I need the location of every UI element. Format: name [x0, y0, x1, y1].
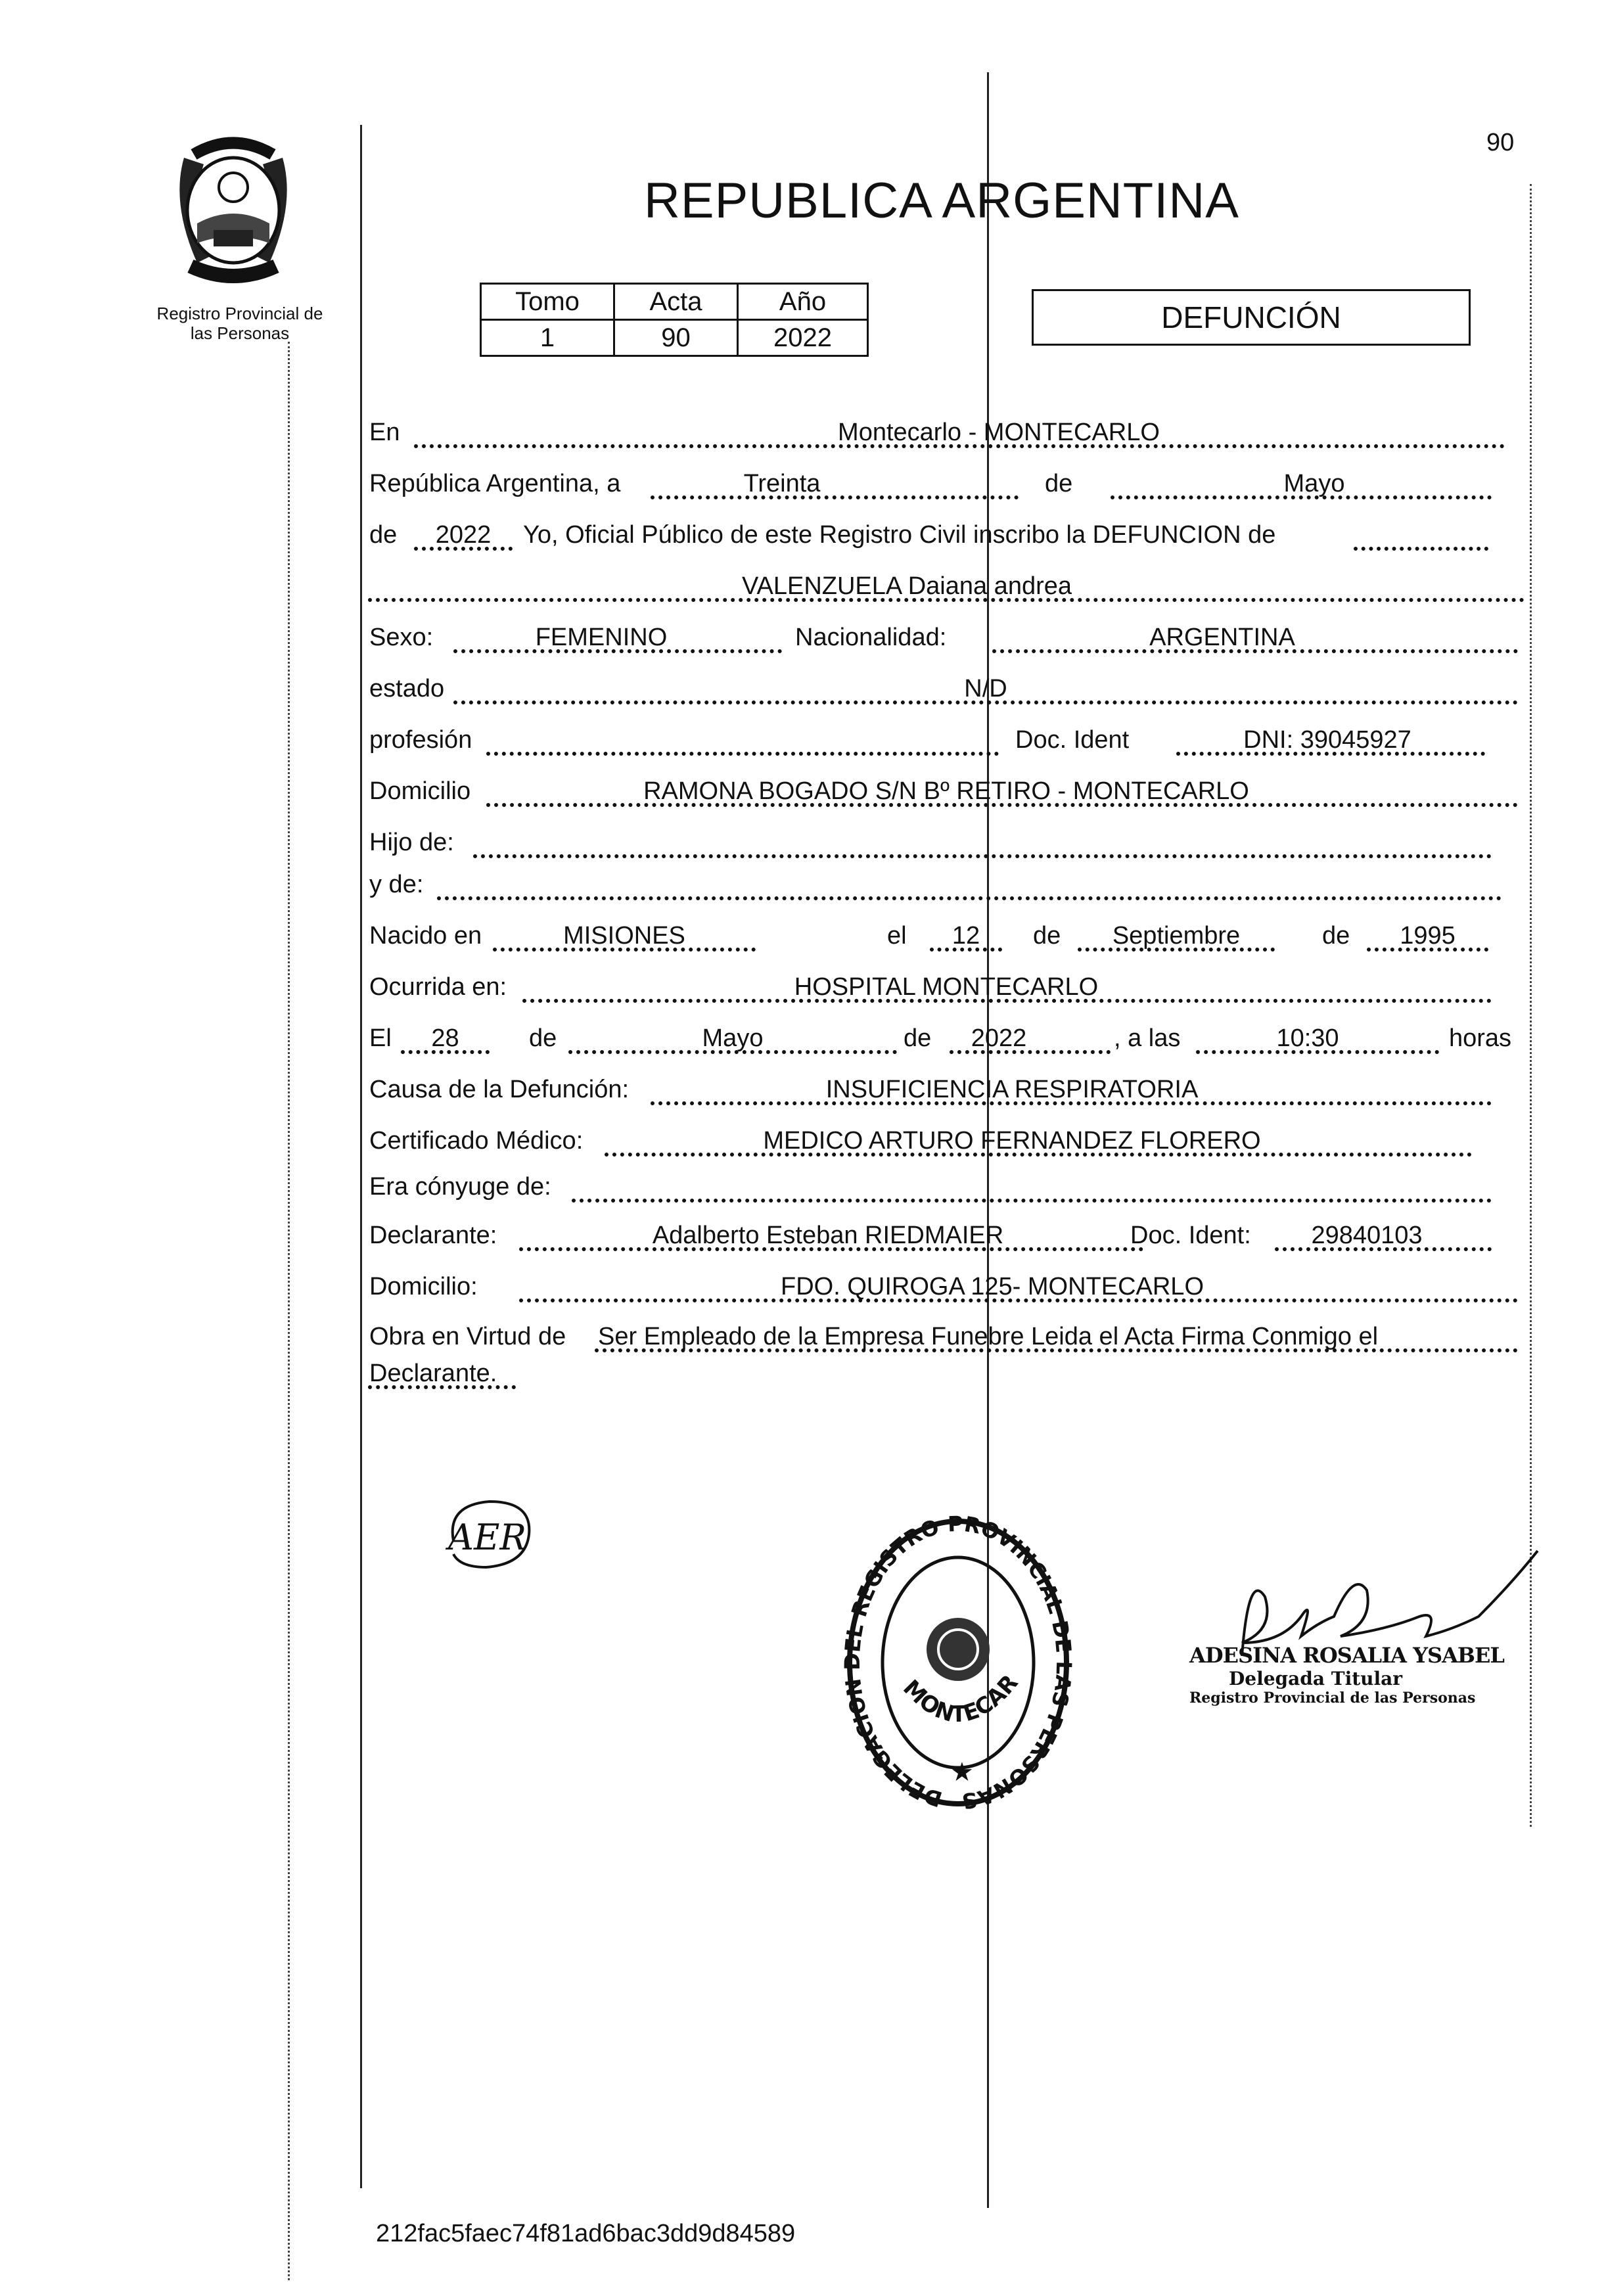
signatory-office: Registro Provincial de las Personas — [1189, 1689, 1476, 1707]
value-domicilio: RAMONA BOGADO S/N Bº RETIRO - MONTECARLO — [643, 777, 1249, 805]
declarant-initials — [434, 1492, 545, 1577]
value-dni: DNI: 39045927 — [1243, 726, 1411, 754]
label-declarante-end: Declarante. — [369, 1360, 497, 1387]
document-type-box: DEFUNCIÓN — [1032, 289, 1471, 346]
row-nacimiento — [368, 909, 1498, 955]
seal-outer-text: DELEGACION DEL REGISTRO PROVINCIAL DE LAS PERSONAS — [840, 1511, 1076, 1814]
row-conyuge — [368, 1160, 1498, 1206]
registry-line-1: Registro Provincial de — [156, 304, 323, 323]
far-left-dotted-rule — [288, 342, 290, 2280]
label-de-n1: de — [1033, 922, 1061, 950]
label-de-1: de — [1045, 470, 1073, 497]
value-declarante-domicilio: FDO. QUIROGA 125- MONTECARLO — [781, 1273, 1204, 1300]
row-defuncion-fecha — [368, 1012, 1525, 1058]
label-horas: horas — [1449, 1024, 1512, 1052]
value-declarante-doc: 29840103 — [1311, 1222, 1423, 1249]
signatory-role: Delegada Titular — [1229, 1668, 1403, 1689]
value-def-anio: 2022 — [971, 1024, 1027, 1052]
label-de-2: de — [369, 521, 398, 549]
seal-inner-text: MONTECAR — [898, 1669, 1024, 1728]
label-de-o1: de — [529, 1024, 557, 1052]
value-mes: Mayo — [1283, 470, 1345, 497]
label-de-n2: de — [1322, 922, 1350, 950]
crest-emblem-icon — [158, 131, 309, 289]
page-number: 90 — [1486, 129, 1515, 156]
value-declarante: Adalberto Esteban RIEDMAIER — [652, 1222, 1004, 1249]
label-en: En — [369, 419, 400, 446]
row-lugar — [368, 406, 1525, 452]
left-margin-rule — [360, 125, 362, 2188]
label-domicilio: Domicilio — [369, 777, 471, 805]
value-nac-dia: 12 — [952, 922, 980, 950]
row-causa — [368, 1063, 1498, 1109]
svg-text:★: ★ — [950, 1758, 974, 1787]
value-sexo: FEMENINO — [535, 624, 668, 651]
row-obra-fin — [368, 1347, 565, 1393]
acta-header-acta: Acta — [614, 284, 738, 320]
label-nacido-en: Nacido en — [369, 922, 482, 950]
page-title: REPUBLICA ARGENTINA — [644, 173, 1239, 229]
acta-header-anio: Año — [738, 284, 868, 320]
province-crest — [158, 131, 309, 289]
row-y-de — [368, 858, 1505, 904]
value-nacido-en: MISIONES — [563, 922, 685, 950]
label-domicilio-2: Domicilio: — [369, 1273, 478, 1300]
label-estado: estado — [369, 675, 445, 702]
value-causa: INSUFICIENCIA RESPIRATORIA — [825, 1076, 1199, 1103]
value-nac-anio: 1995 — [1400, 922, 1456, 950]
acta-table — [480, 283, 869, 357]
value-obra: Ser Empleado de la Empresa Funebre Leida el Acta Firma Conmigo el — [598, 1323, 1379, 1350]
row-domicilio — [368, 765, 1525, 811]
label-obra: Obra en Virtud de — [369, 1323, 566, 1350]
label-profesion: profesión — [369, 726, 472, 754]
document-hash: 212fac5faec74f81ad6bac3dd9d84589 — [376, 2220, 796, 2247]
registry-seal — [840, 1505, 1076, 1820]
label-ocurrida-en: Ocurrida en: — [369, 973, 507, 1001]
seal-emblem-icon — [840, 1505, 1076, 1820]
label-conyuge: Era cónyuge de: — [369, 1173, 551, 1201]
row-profesion — [368, 714, 1498, 760]
value-estado: N/D — [964, 675, 1007, 702]
row-sexo — [368, 611, 1525, 657]
label-certificado: Certificado Médico: — [369, 1127, 584, 1155]
acta-value-acta: 90 — [614, 320, 738, 356]
label-el-2: El — [369, 1024, 392, 1052]
label-y-de: y de: — [369, 871, 424, 898]
acta-value-tomo: 1 — [481, 320, 614, 356]
value-nombre: VALENZUELA Daiana andrea — [741, 572, 1072, 600]
row-inscripcion — [368, 509, 1498, 555]
label-doc-ident-2: Doc. Ident: — [1130, 1222, 1251, 1249]
value-nacionalidad: ARGENTINA — [1149, 624, 1295, 651]
label-nacionalidad: Nacionalidad: — [795, 624, 947, 651]
label-de-o2: de — [904, 1024, 932, 1052]
label-declarante: Declarante: — [369, 1222, 497, 1249]
row-hijo-de — [368, 816, 1498, 862]
row-domicilio-declarante — [368, 1260, 1525, 1306]
value-dia-letras: Treinta — [743, 470, 821, 497]
value-nac-mes: Septiembre — [1112, 922, 1241, 950]
signatory-name: ADESINA ROSALIA YSABEL — [1189, 1643, 1504, 1668]
label-republica: República Argentina, a — [369, 470, 621, 497]
label-el: el — [887, 922, 907, 950]
value-anio: 2022 — [435, 521, 492, 549]
initials-text: AER — [448, 1517, 527, 1558]
value-def-dia: 28 — [431, 1024, 459, 1052]
row-declarante — [368, 1209, 1498, 1255]
row-ocurrida — [368, 961, 1498, 1007]
label-sexo: Sexo: — [369, 624, 434, 651]
row-certificado — [368, 1114, 1498, 1160]
row-nombre — [368, 560, 1525, 606]
value-def-hora: 10:30 — [1276, 1024, 1339, 1052]
row-estado — [368, 662, 1525, 708]
label-yo: Yo, Oficial Público de este Registro Civil inscribo la DEFUNCION de — [523, 521, 1276, 549]
registry-line-2: las Personas — [190, 323, 290, 343]
row-fecha — [368, 457, 1498, 503]
label-causa: Causa de la Defunción: — [369, 1076, 630, 1103]
label-hijo-de: Hijo de: — [369, 829, 454, 856]
label-doc-ident: Doc. Ident — [1015, 726, 1130, 754]
crest-caption — [135, 304, 345, 343]
acta-value-anio: 2022 — [738, 320, 868, 356]
label-a-las: , a las — [1114, 1024, 1181, 1052]
value-def-mes: Mayo — [702, 1024, 764, 1052]
signature-block — [1189, 1643, 1518, 1707]
value-lugar: Montecarlo - MONTECARLO — [838, 419, 1160, 446]
value-ocurrida-en: HOSPITAL MONTECARLO — [794, 973, 1099, 1001]
acta-header-tomo: Tomo — [481, 284, 614, 320]
value-certificado: MEDICO ARTURO FERNANDEZ FLORERO — [763, 1127, 1261, 1155]
